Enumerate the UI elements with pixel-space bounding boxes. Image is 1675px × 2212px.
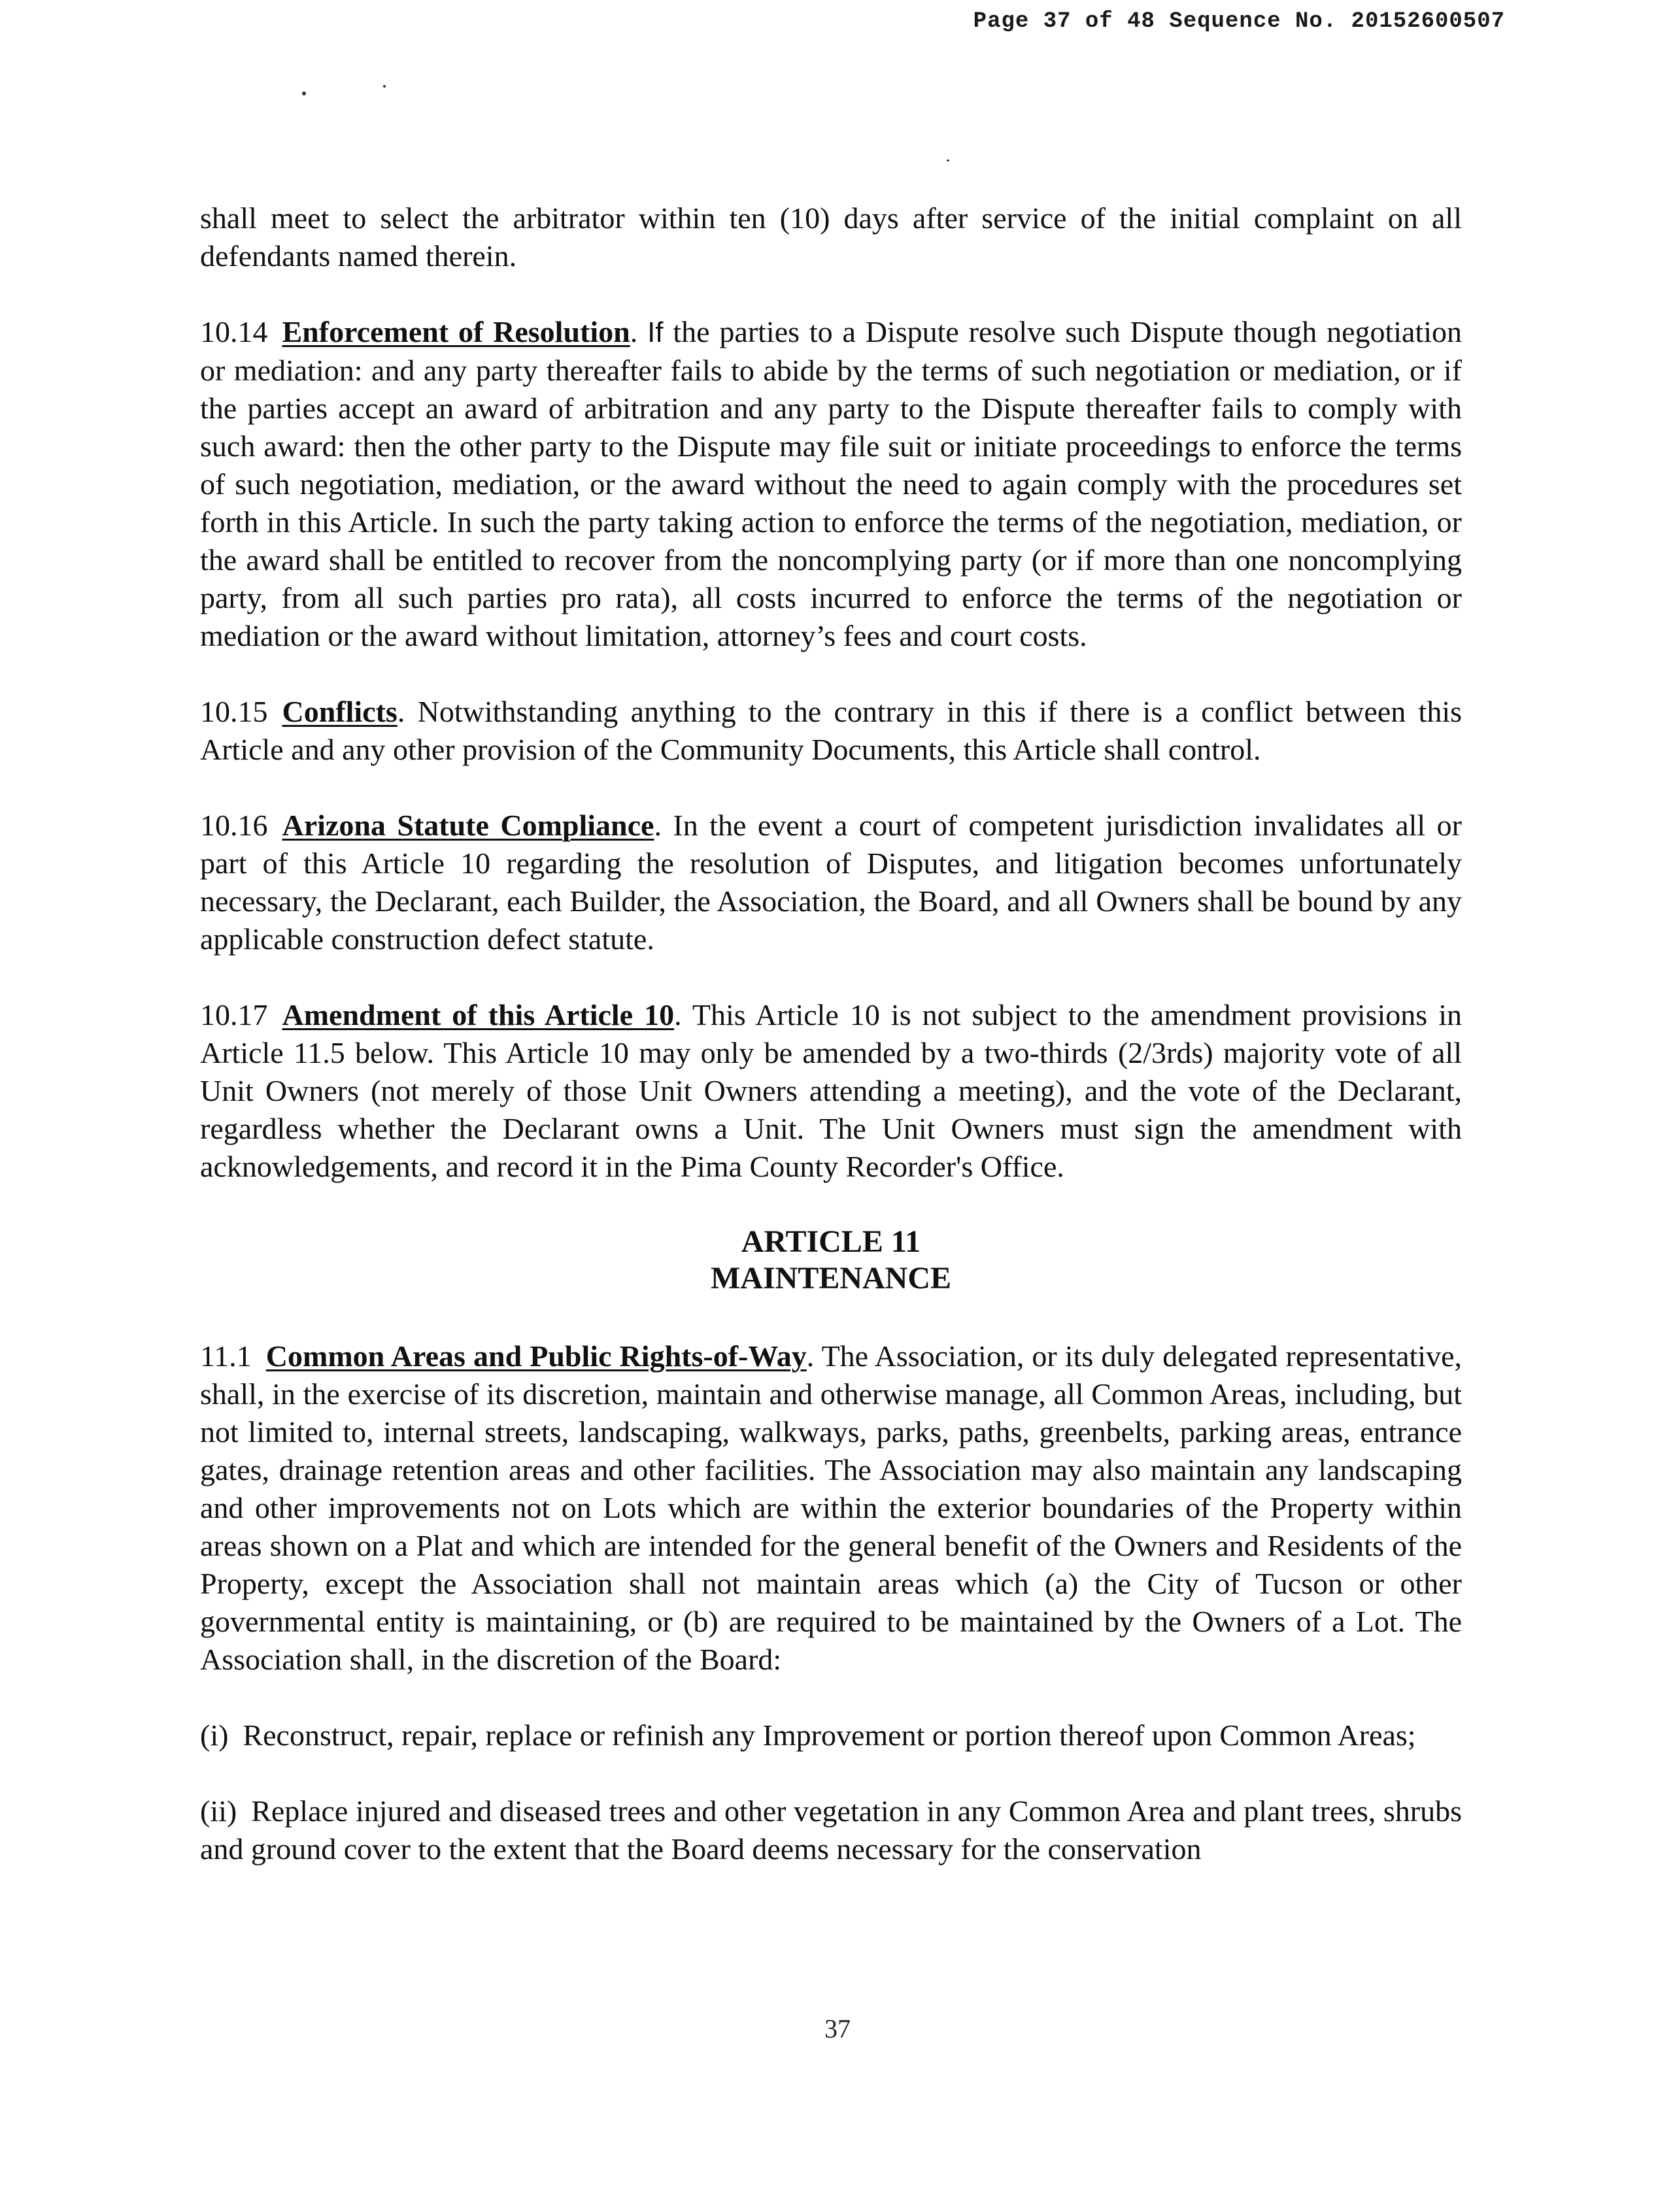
- section-number: 10.15: [200, 695, 268, 728]
- page-sequence-stamp: Page 37 of 48 Sequence No. 20152600507: [973, 9, 1505, 34]
- section-10-14: 10.14 Enforcement of Resolution. If the parties to a Dispute resolve such Dispute though negotiation or mediation: and any party thereafter fails to abide by the terms of such negotiation or mediation, or if the parties accept an award of arbitration and any party to the Dispute thereafter fails to comply with such award: then the other party to the Dispute may file suit or initiate proceedings to enforce the terms of such negotiation, mediation, or the award without the need to again comply with the procedures set forth in this Article. In such the party taking action to enforce the terms of the negotiation, mediation, or the award shall be entitled to recover from the noncomplying party (or if more than one noncomplying party, from all such parties pro rata), all costs incurred to enforce the terms of the negotiation or mediation or the award without limitation, attorney’s fees and court costs.: [200, 315, 1463, 652]
- section-body: This Article 10 is not subject to the amendment provisions in Article 11.5 below. This Article 10 may only be amended by a two-thirds (2/3rds) majority vote of all Unit Owners (not merely of those Unit Owners attending a meeting), and the vote of the Declarant, regardless whether the Declarant owns a Unit. The Unit Owners must sign the amendment with acknowledgements, and record it in the Pima County Recorder's Office.: [200, 998, 1462, 1183]
- section-11-1: 11.1 Common Areas and Public Rights-of-Way. The Association, or its duly delegated representative, shall, in the exercise of its discretion, maintain and otherwise manage, all Common Areas, including, but not limited to, internal streets, landscaping, walkways, parks, paths, greenbelts, parking areas, entrance gates, drainage retention areas and other facilities. The Association may also maintain any landscaping and other improvements not on Lots which are within the exterior boundaries of the Property within areas shown on a Plat and which are intended for the general benefit of the Owners and Residents of the Property, except the Association shall not maintain areas which (a) the City of Tucson or other governmental entity is maintaining, or (b) are required to be maintained by the Owners of a Lot. The Association shall, in the discretion of the Board:: [200, 1339, 1463, 1676]
- section-10-15: 10.15 Conflicts. Notwithstanding anything to the contrary in this if there is a conflict between this Article and any other provision of the Community Documents, this Article shall control.: [200, 695, 1463, 766]
- list-marker: (i): [200, 1718, 229, 1752]
- scan-speck: [947, 159, 949, 161]
- section-number: 11.1: [200, 1339, 252, 1373]
- section-heading: Common Areas and Public Rights-of-Way: [265, 1339, 807, 1373]
- article-number: ARTICLE 11: [741, 1224, 921, 1259]
- page-number: 37: [824, 2014, 851, 2043]
- section-body: Notwithstanding anything to the contrary in this if there is a conflict between this Article and any other provision of the Community Documents, this Article shall control.: [200, 695, 1463, 766]
- section-number: 10.14: [200, 315, 268, 348]
- paragraph-intro: shall meet to select the arbitrator within ten (10) days after service of the initial complaint on all defendants named therein.: [200, 201, 1462, 273]
- section-heading: Arizona Statute Compliance: [282, 809, 654, 842]
- scan-speck: [302, 92, 306, 95]
- list-item-i: [200, 1717, 1462, 1754]
- scan-speck: [383, 85, 386, 88]
- section-heading: Enforcement of Resolution: [282, 315, 630, 348]
- list-item-body: Reconstruct, repair, replace or refinish any Improvement or portion thereof upon Common Areas;: [243, 1718, 1416, 1752]
- list-marker: (ii): [200, 1794, 237, 1828]
- list-item-ii: [200, 1792, 1462, 1868]
- section-body: The Association, or its duly delegated representative, shall, in the exercise of its discretion, maintain and otherwise manage, all Common Areas, including, but not limited to, internal streets, landscaping, walkways, parks, paths, greenbelts, parking areas, entrance gates, drainage retention areas and other facilities. The Association may also maintain any landscaping and other improvements not on Lots which are within the exterior boundaries of the Property within areas shown on a Plat and which are intended for the general benefit of the Owners and Residents of the Property, except the Association shall not maintain areas which (a) the City of Tucson or other governmental entity is maintaining, or (b) are required to be maintained by the Owners of a Lot. The Association shall, in the discretion of the Board:: [200, 1339, 1463, 1676]
- section-lead-word: If: [647, 316, 664, 348]
- section-10-16: 10.16 Arizona Statute Compliance. In the event a court of competent jurisdiction invalidates all or part of this Article 10 regarding the resolution of Disputes, and litigation becomes unfortunately necessary, the Declarant, each Builder, the Association, the Board, and all Owners shall be bound by any applicable construction defect statute.: [200, 809, 1462, 956]
- section-body: the parties to a Dispute resolve such Dispute though negotiation or mediation: and any party thereafter fails to abide by the terms of such negotiation or mediation, or if the parties accept an award of arbitration and any party to the Dispute thereafter fails to comply with such award: then the other party to the Dispute may file suit or initiate proceedings to enforce the terms of such negotiation, mediation, or the award without the need to again comply with the procedures set forth in this Article. In such the party taking action to enforce the terms of the negotiation, mediation, or the award shall be entitled to recover from the noncomplying party (or if more than one noncomplying party, from all such parties pro rata), all costs incurred to enforce the terms of the negotiation or mediation or the award without limitation, attorney’s fees and court costs.: [200, 315, 1463, 652]
- section-number: 10.16: [200, 809, 268, 842]
- section-heading: Amendment of this Article 10: [282, 998, 675, 1031]
- section-heading: Conflicts: [282, 695, 398, 728]
- section-body: In the event a court of competent jurisdiction invalidates all or part of this Article 10 regarding the resolution of Disputes, and litigation becomes unfortunately necessary, the Declarant, each Builder, the Association, the Board, and all Owners shall be bound by any applicable construction defect statute.: [200, 809, 1462, 956]
- section-10-17: 10.17 Amendment of this Article 10. This Article 10 is not subject to the amendment provisions in Article 11.5 below. This Article 10 may only be amended by a two-thirds (2/3rds) majority vote of all Unit Owners (not merely of those Unit Owners attending a meeting), and the vote of the Declarant, regardless whether the Declarant owns a Unit. The Unit Owners must sign the amendment with acknowledgements, and record it in the Pima County Recorder's Office.: [200, 998, 1462, 1183]
- article-title: MAINTENANCE: [710, 1261, 951, 1296]
- list-item-body: Replace injured and diseased trees and other vegetation in any Common Area and plant trees, shrubs and ground cover to the extent that the Board deems necessary for the conservation: [200, 1794, 1462, 1866]
- article-heading: [200, 1224, 1462, 1297]
- section-number: 10.17: [200, 998, 268, 1031]
- document-body: [200, 199, 1462, 1906]
